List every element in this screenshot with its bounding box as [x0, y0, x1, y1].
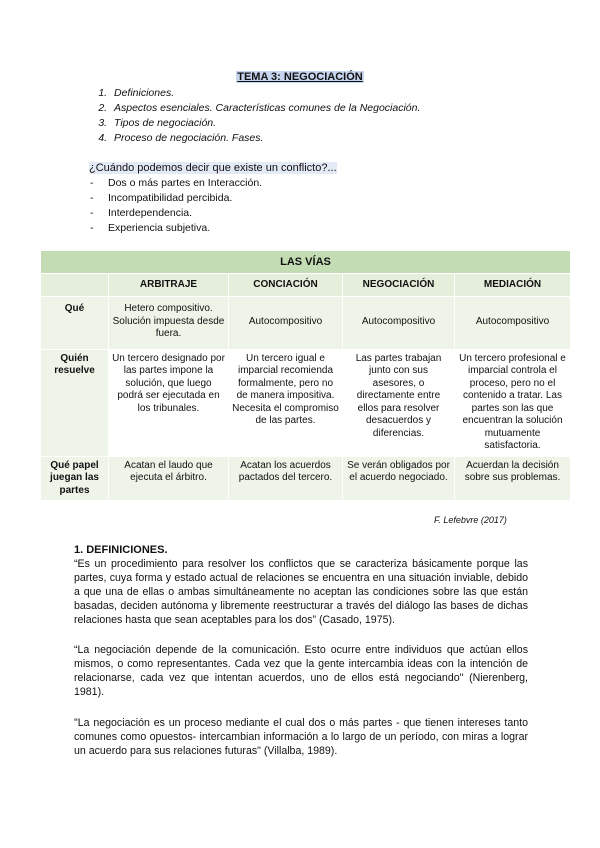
- definition-paragraph: “La negociación depende de la comunicación. Esto ocurre entre individuos que actúan ellos mismos, o como representantes. Cada vez que la gente intercambia ideas con la intención de relacionarse, cada vez que intentan acuerdos, uno de ellos está negociando" (Nierenberg, 1981).: [74, 644, 528, 698]
- table-header-blank: [41, 274, 109, 297]
- topics-list: [90, 86, 420, 146]
- row-label: Qué: [41, 297, 109, 350]
- conflict-item: - Incompatibilidad percibida.: [90, 191, 262, 206]
- topic-item: 2. Aspectos esenciales. Características comunes de la Negociación.: [110, 101, 420, 116]
- table-cell: Se verán obligados por el acuerdo negociado.: [343, 456, 455, 501]
- vias-table: [40, 250, 571, 501]
- topic-item: 1. Definiciones.: [110, 86, 420, 101]
- row-label: Quién resuelve: [41, 349, 109, 456]
- table-cell: Autocompositivo: [229, 297, 343, 350]
- column-header-conciacion: CONCIACIÓN: [229, 274, 343, 297]
- table-cell: Acuerdan la decisión sobre sus problemas.: [455, 456, 571, 501]
- table-band-title: LAS VÍAS: [41, 251, 571, 274]
- conflict-item: - Dos o más partes en Interacción.: [90, 176, 262, 191]
- table-cell: Autocompositivo: [455, 297, 571, 350]
- table-cell: Autocompositivo: [343, 297, 455, 350]
- table-source: F. Lefebvre (2017): [434, 515, 507, 525]
- table-band-row: [41, 251, 571, 274]
- definition-paragraph: "La negociación es un proceso mediante el cual dos o más partes - que tienen intereses tanto comunes como opuestos- intercambian información a lo largo de un período, con miras a lograr un acuerdo para sus relaciones futuras" (Villalba, 1989).: [74, 717, 528, 757]
- table-cell: Hetero compositivo. Solución impuesta desde fuera.: [109, 297, 229, 350]
- table-cell: Acatan el laudo que ejecuta el árbitro.: [109, 456, 229, 501]
- row-label: Qué papel juegan las partes: [41, 456, 109, 501]
- table-header-row: [41, 274, 571, 297]
- table-row: [41, 456, 571, 501]
- conflict-item: - Interdependencia.: [90, 206, 262, 221]
- conflict-item: - Experiencia subjetiva.: [90, 221, 262, 236]
- table-cell: Un tercero igual e imparcial recomienda formalmente, pero no de manera impositiva. Necesita el compromiso de las partes.: [229, 349, 343, 456]
- table-cell: Un tercero designado por las partes impone la solución, que luego podrá ser ejecutada en los tribunales.: [109, 349, 229, 456]
- definition-paragraph: “Es un procedimiento para resolver los conflictos que se caracteriza básicamente porque las partes, cuya forma y estado actual de relaciones se encuentra en una situación inviable, debido a que una de ellas o ambas simultáneamente no aceptan las condiciones sobre las que están basadas, deciden autónoma y libremente reestructurar a través del diálogo las bases de dichas relaciones hasta que sean aceptables para los dos” (Casado, 1975).: [74, 558, 528, 626]
- column-header-arbitraje: ARBITRAJE: [109, 274, 229, 297]
- topic-item: 4. Proceso de negociación. Fases.: [110, 131, 420, 146]
- conflict-question-text: ¿Cuándo podemos decir que existe un conflicto?...: [89, 162, 337, 174]
- table-row: [41, 349, 571, 456]
- column-header-negociacion: NEGOCIACIÓN: [343, 274, 455, 297]
- column-header-mediacion: MEDIACIÓN: [455, 274, 571, 297]
- table-cell: Un tercero profesional e imparcial controla el proceso, pero no el contenido a tratar. Las partes son las que encuentran la solución mutuamente satisfactoria.: [455, 349, 571, 456]
- page-title-text: TEMA 3: NEGOCIACIÓN: [237, 71, 363, 83]
- conflict-question: [89, 162, 337, 174]
- topic-item: 3. Tipos de negociación.: [110, 116, 420, 131]
- conflict-list: [90, 176, 262, 236]
- page-title: [0, 71, 600, 83]
- table-cell: Acatan los acuerdos pactados del tercero.: [229, 456, 343, 501]
- table-cell: Las partes trabajan junto con sus asesores, o directamente entre ellos para resolver desacuerdos y diferencias.: [343, 349, 455, 456]
- table-row: [41, 297, 571, 350]
- section-heading: 1. DEFINICIONES.: [74, 544, 168, 556]
